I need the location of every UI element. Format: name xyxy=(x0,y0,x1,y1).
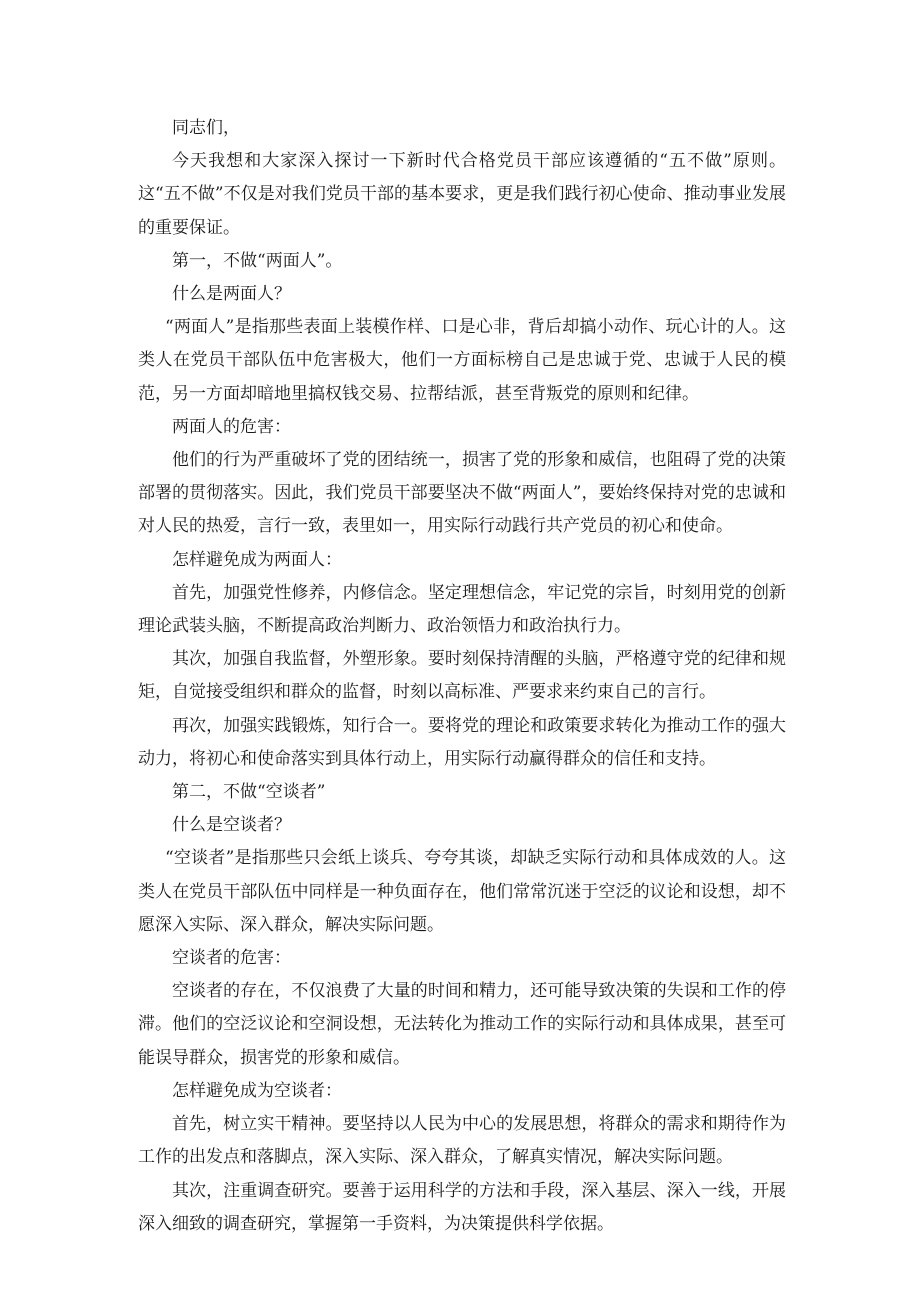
paragraph-harm: 空谈者的存在，不仅浪费了大量的时间和精力，还可能导致决策的失误和工作的停滞。他们的空泛议论和空洞设想，无法转化为推动工作的实际行动和具体成果，甚至可能误导群众，损害党的形象和威信。 xyxy=(138,981,786,1068)
paragraph-avoid-second: 其次，注重调查研究。要善于运用科学的方法和手段，深入基层、深入一线，开展深入细致的调查研究，掌握第一手资料，为决策提供科学依据。 xyxy=(138,1180,786,1234)
subheading-avoid: 怎样避免成为两面人： xyxy=(172,549,342,570)
paragraph-avoid-first: 首先，树立实干精神。要坚持以人民为中心的发展思想，将群众的需求和期待作为工作的出发点和落脚点，深入实际、深入群众，了解真实情况，解决实际问题。 xyxy=(138,1114,786,1168)
paragraph-avoid-third: 再次，加强实践锻炼，知行合一。要将党的理论和政策要求转化为推动工作的强大动力，将初心和使命落实到具体行动上，用实际行动赢得群众的信任和支持。 xyxy=(138,715,786,769)
paragraph-definition: “空谈者”是指那些只会纸上谈兵、夸夸其谈，却缺乏实际行动和具体成效的人。这类人在党员干部队伍中同样是一种负面存在，他们常常沉迷于空泛的议论和设想，却不愿深入实际、深入群众，解决实际问题。 xyxy=(138,848,786,935)
subheading-what-is: 什么是两面人？ xyxy=(172,284,291,305)
heading-first-point: 第一，不做“两面人”。 xyxy=(172,250,343,271)
paragraph-definition: “两面人”是指那些表面上装模作样、口是心非，背后却搞小动作、玩心计的人。这类人在党员干部队伍中危害极大，他们一方面标榜自己是忠诚于党、忠诚于人民的模范，另一方面却暗地里搞权钱交易、拉帮结派，甚至背叛党的原则和纪律。 xyxy=(138,317,786,404)
paragraph-avoid-second: 其次，加强自我监督，外塑形象。要时刻保持清醒的头脑，严格遵守党的纪律和规矩，自觉接受组织和群众的监督，时刻以高标准、严要求来约束自己的言行。 xyxy=(138,649,786,703)
paragraph-greeting: 同志们， xyxy=(172,118,240,138)
subheading-harm: 两面人的危害： xyxy=(172,416,291,437)
heading-second-point: 第二，不做“空谈者” xyxy=(172,782,326,803)
document-body xyxy=(138,112,786,1241)
paragraph-intro: 今天我想和大家深入探讨一下新时代合格党员干部应该遵循的“五不做”原则。这“五不做”不仅是对我们党员干部的基本要求，更是我们践行初心使命、推动事业发展的重要保证。 xyxy=(138,151,786,238)
subheading-harm: 空谈者的危害： xyxy=(172,948,291,969)
paragraph-avoid-first: 首先，加强党性修养，内修信念。坚定理想信念，牢记党的宗旨，时刻用党的创新理论武装头脑，不断提高政治判断力、政治领悟力和政治执行力。 xyxy=(138,582,786,637)
paragraph-harm: 他们的行为严重破坏了党的团结统一，损害了党的形象和威信，也阻碍了党的决策部署的贯彻落实。因此，我们党员干部要坚决不做“两面人”，要始终保持对党的忠诚和对人民的热爱，言行一致，表里如一，用实际行动践行共产党员的初心和使命。 xyxy=(138,450,786,537)
subheading-avoid: 怎样避免成为空谈者： xyxy=(172,1080,342,1101)
subheading-what-is: 什么是空谈者？ xyxy=(172,815,291,836)
